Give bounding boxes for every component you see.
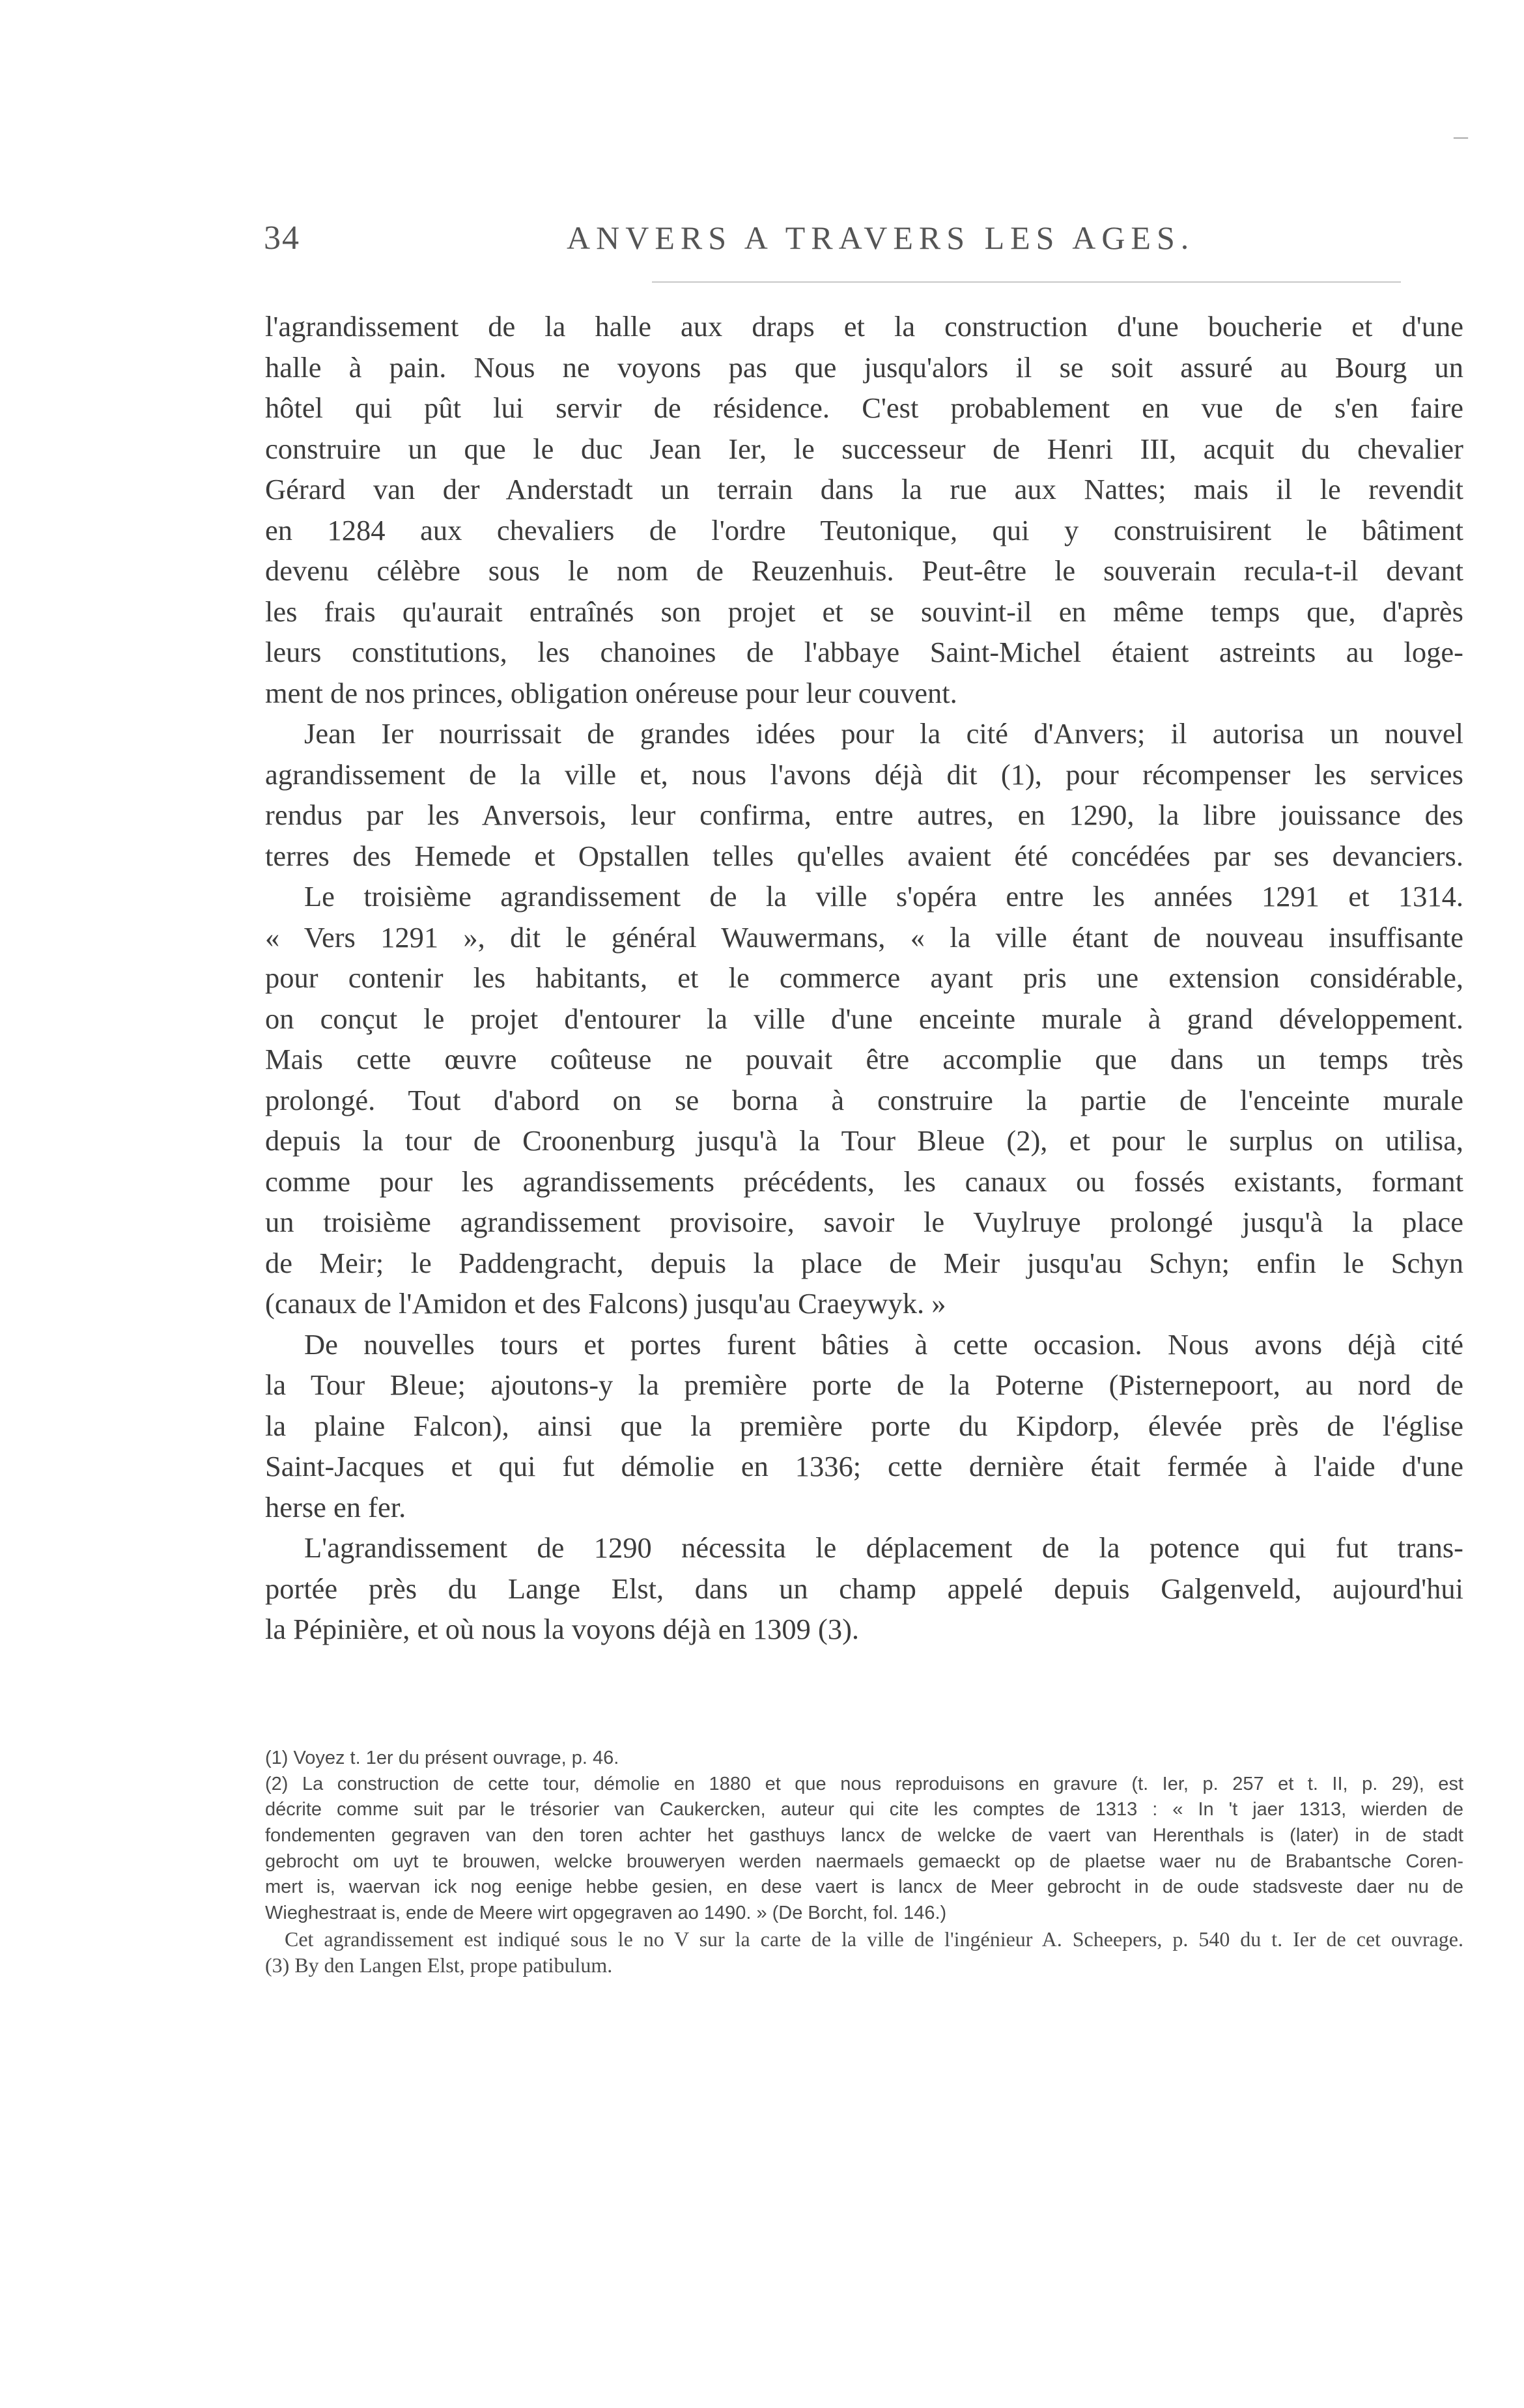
text-line: Mais cette œuvre coûteuse ne pouvait être accomplie que dans un temps très [265,1043,1463,1075]
header-rule [652,281,1401,283]
text-line: agrandissement de la ville et, nous l'avons déjà dit (1), pour récompenser les services [265,758,1463,791]
text-line: hôtel qui pût lui servir de résidence. C'est probablement en vue de s'en faire [265,391,1463,424]
running-title: ANVERS A TRAVERS LES AGES. [567,220,1195,256]
footnote-line: (1) Voyez t. 1er du présent ouvrage, p. 46. [265,1748,619,1768]
text-line: terres des Hemede et Opstallen telles qu'elles avaient été concédées par ses devanciers. [265,839,1463,872]
text-line: la Tour Bleue; ajoutons-y la première porte de la Poterne (Pisternepoort, au nord de [265,1368,1463,1401]
text-line: de Meir; le Paddengracht, depuis la place de Meir jusqu'au Schyn; enfin le Schyn [265,1246,1463,1279]
main-text [265,306,1463,1650]
footnote-line: gebrocht om uyt te brouwen, welcke brouweryen werden naermaels gemaeckt op de plaetse waer nu de Brabantsche Coren- [265,1850,1463,1872]
running-head [264,219,1462,261]
text-line: la plaine Falcon), ainsi que la première porte du Kipdorp, élevée près de l'église [265,1409,1463,1442]
footnote-line: Wieghestraat is, ende de Meere wirt opgegraven ao 1490. » (De Borcht, fol. 146.) [265,1903,947,1924]
text-line: herse en fer. [265,1490,406,1523]
footnote-line: décrite comme suit par le trésorier van Caukercken, auteur qui cite les comptes de 1313 : « In 't jaer 1313, wierden de [265,1799,1463,1820]
text-line: rendus par les Anversois, leur confirma, entre autres, en 1290, la libre jouissance des [265,799,1463,831]
text-line: Gérard van der Anderstadt un terrain dans la rue aux Nattes; mais il le revendit [265,473,1463,505]
text-line: construire un que le duc Jean Ier, le successeur de Henri III, acquit du chevalier [265,432,1463,465]
text-line: Jean Ier nourrissait de grandes idées pour la cité d'Anvers; il autorisa un nouvel [304,717,1463,750]
text-line: L'agrandissement de 1290 nécessita le déplacement de la potence qui fut trans- [304,1531,1463,1564]
text-line: les frais qu'aurait entraînés son projet et se souvint-il en même temps que, d'après [265,595,1463,628]
text-line: la Pépinière, et où nous la voyons déjà en 1309 (3). [265,1613,860,1645]
text-line: « Vers 1291 », dit le général Wauwermans, « la ville étant de nouveau insuffisante [265,920,1463,954]
text-line: depuis la tour de Croonenburg jusqu'à la Tour Bleue (2), et pour le surplus on utilisa, [265,1124,1463,1157]
page-number: 34 [264,220,300,257]
text-line: un troisième agrandissement provisoire, savoir le Vuylruye prolongé jusqu'à la place [265,1206,1463,1238]
footnotes [265,1746,1463,1978]
text-line: halle à pain. Nous ne voyons pas que jusqu'alors il se soit assuré au Bourg un [265,350,1463,384]
text-line: De nouvelles tours et portes furent bâties à cette occasion. Nous avons déjà cité [304,1327,1463,1361]
footnote-line: (2) La construction de cette tour, démolie en 1880 et que nous reproduisons en gravure (t. Ier, p. 257 et t. II, p. 29), est [265,1773,1463,1794]
text-line: en 1284 aux chevaliers de l'ordre Teutonique, qui y construisirent le bâtiment [265,513,1463,546]
text-line: leurs constitutions, les chanoines de l'abbaye Saint-Michel étaient astreints au loge- [265,636,1463,668]
footnote-line: mert is, waervan ick nog eenige hebbe gesien, en dese vaert is lancx de Meer gebrocht in de oude stadsveste daer nu de [265,1877,1463,1898]
corner-mark: ― [1454,128,1468,145]
text-line: Saint-Jacques et qui fut démolie en 1336; cette dernière était fermée à l'aide d'une [265,1450,1463,1482]
footnote-line: fondementen gegraven van den toren achter het gasthuys lancx de welcke de vaert van Herenthals is (later) in de stadt [265,1825,1463,1847]
text-line: on conçut le projet d'entourer la ville d'une enceinte murale à grand développement. [265,1002,1463,1035]
text-line: pour contenir les habitants, et le commerce ayant pris une extension considérable, [265,961,1463,994]
text-line: devenu célèbre sous le nom de Reuzenhuis. Peut-être le souverain recula-t-il devant [265,554,1463,587]
text-line: l'agrandissement de la halle aux draps et la construction d'une boucherie et d'une [265,310,1463,343]
footnote-line: (3) By den Langen Elst, prope patibulum. [265,1953,613,1977]
text-line: ment de nos princes, obligation onéreuse pour leur couvent. [265,676,957,709]
text-line: comme pour les agrandissements précédents, les canaux ou fossés existants, formant [265,1165,1463,1198]
footnote-line: Cet agrandissement est indiqué sous le no V sur la carte de la ville de l'ingénieur A. Scheepers, p. 540 du t. Ier de cet ouvrage. [285,1927,1463,1951]
text-line: Le troisième agrandissement de la ville s'opéra entre les années 1291 et 1314. [304,880,1463,913]
text-line: prolongé. Tout d'abord on se borna à construire la partie de l'enceinte murale [265,1083,1463,1116]
text-line: portée près du Lange Elst, dans un champ appelé depuis Galgenveld, aujourd'hui [265,1572,1463,1605]
text-line: (canaux de l'Amidon et des Falcons) jusqu'au Craeywyk. » [265,1287,946,1320]
